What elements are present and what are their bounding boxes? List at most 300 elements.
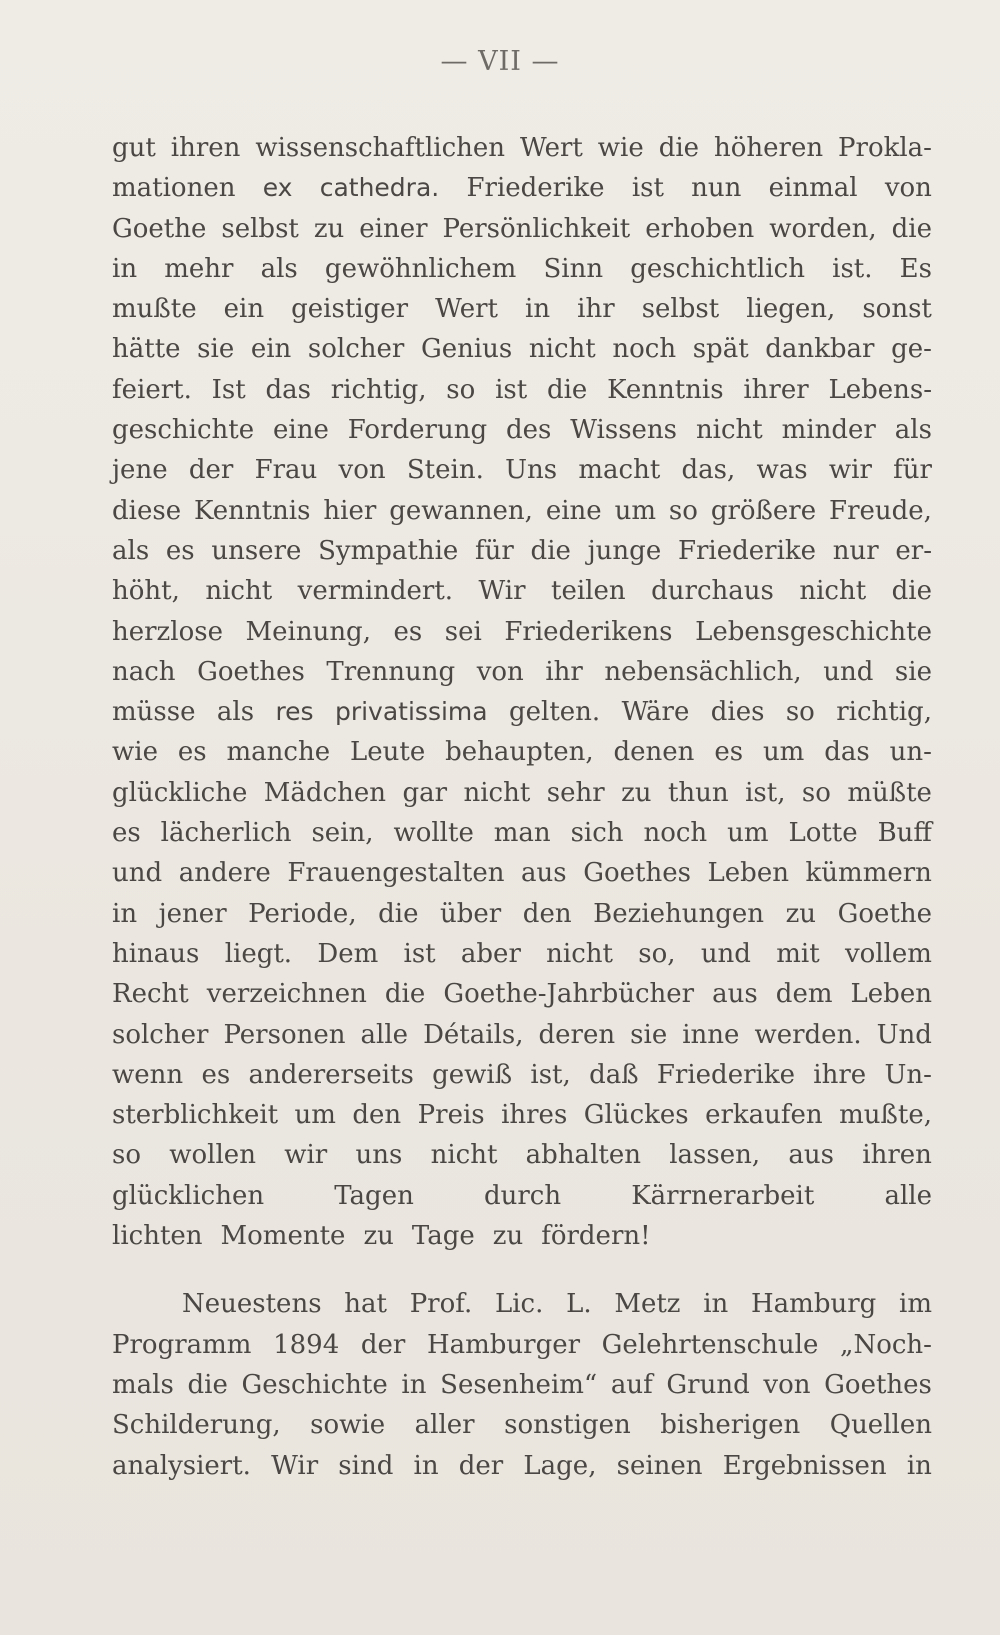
text-line [112, 1325, 932, 1365]
word: den [522, 898, 572, 929]
word: selbst [641, 294, 720, 325]
word: Mädchen [263, 777, 387, 808]
word: zu [785, 898, 817, 929]
word: ist [495, 374, 528, 405]
word: Neuestens [182, 1289, 322, 1320]
word: ihres [501, 1100, 568, 1131]
word: als [112, 535, 150, 566]
word: lichten [112, 1221, 203, 1252]
paragraph-1 [112, 128, 932, 1256]
word: müsse [112, 697, 196, 728]
word: Leben [850, 979, 932, 1010]
word: es [201, 1059, 231, 1090]
word: res [275, 697, 314, 727]
word: erkaufen [705, 1100, 823, 1131]
word: Meinung, [245, 616, 371, 647]
word: von [476, 656, 524, 687]
word: gelten. [508, 697, 601, 728]
word: Kenntnis [607, 374, 724, 405]
paragraph-gap [112, 1256, 932, 1284]
text-line [112, 1365, 932, 1405]
text-line [112, 249, 932, 289]
word: Prokla- [838, 133, 932, 163]
word: Goethes [824, 1369, 932, 1400]
word: hier [323, 495, 377, 526]
text-line [112, 1135, 932, 1175]
text-line [112, 209, 932, 249]
word: Kärrnerarbeit [631, 1180, 815, 1211]
word: Prof. [409, 1289, 473, 1320]
word: liegen, [746, 294, 836, 325]
word: worden, [769, 213, 877, 244]
word: von [884, 173, 932, 204]
word: den [352, 1100, 402, 1131]
word: wie [112, 737, 158, 768]
word: sich [570, 818, 624, 849]
word: thun [667, 777, 729, 808]
word: Friederike [656, 1059, 795, 1090]
word: sie [894, 656, 932, 687]
word: lächerlich [160, 818, 292, 849]
word: die [891, 576, 932, 607]
word: Sympathie [318, 535, 459, 566]
word: mehr [164, 253, 234, 284]
body-text [112, 128, 932, 1486]
word: Dem [317, 938, 379, 969]
word: so [785, 697, 815, 728]
word: zu [492, 1221, 524, 1252]
word: Ist [211, 374, 246, 405]
word: sind [338, 1450, 394, 1481]
word: um [727, 818, 769, 849]
word: geistiger [291, 294, 409, 325]
word: nicht [528, 334, 596, 365]
word: von [763, 1369, 811, 1400]
text-line [112, 1095, 932, 1135]
word: Preis [417, 1100, 485, 1131]
word: Hamburg [751, 1289, 877, 1320]
paragraph-2 [112, 1284, 932, 1485]
word: in [112, 253, 138, 284]
word: Lebens- [828, 374, 932, 405]
word: alle [360, 1019, 409, 1050]
word: fördern! [541, 1221, 651, 1252]
word: es [714, 737, 744, 768]
word: feiert. [112, 374, 192, 405]
word: wissenschaftlichen [255, 133, 506, 163]
word: ihr [577, 294, 615, 325]
word: ist [631, 173, 664, 204]
word: die [658, 133, 700, 163]
word: liegt. [224, 938, 293, 969]
word: sterblichkeit [112, 1100, 279, 1131]
word: nicht [463, 777, 531, 808]
word: un- [889, 737, 932, 768]
word: für [475, 535, 514, 566]
word: für [893, 455, 932, 486]
word: Kenntnis [194, 495, 311, 526]
word: so [668, 495, 698, 526]
word: um [294, 1100, 336, 1131]
word: manche [226, 737, 331, 768]
word: „Noch- [839, 1329, 932, 1360]
word: macht [578, 455, 661, 486]
word: mußte, [839, 1100, 932, 1131]
word: ihrer [743, 374, 809, 405]
word: durch [483, 1180, 562, 1211]
word: behaupten, [445, 737, 594, 768]
word: Grund [666, 1369, 750, 1400]
word: als [216, 697, 255, 728]
word: die [187, 1369, 228, 1400]
word: des [506, 415, 552, 446]
word: Sesenheim“ [440, 1369, 598, 1400]
text-line [112, 1446, 932, 1486]
word: Wir [478, 576, 526, 607]
word: diese [112, 495, 182, 526]
word: um [614, 495, 656, 526]
word: Wir [271, 1450, 319, 1481]
word: die [384, 979, 426, 1010]
word: verzeichnen [206, 979, 367, 1010]
word: einmal [768, 173, 858, 204]
word: Es [899, 253, 932, 284]
word: Goethe [837, 898, 932, 929]
word: es [177, 737, 207, 768]
word: nicht [799, 576, 867, 607]
word: was [756, 455, 808, 486]
word: Gelehrtenschule [601, 1329, 819, 1360]
word: wir [828, 455, 872, 486]
word: ihren [170, 133, 241, 163]
word: ihren [862, 1140, 932, 1171]
word: die [546, 374, 588, 405]
word: sie [630, 1019, 668, 1050]
word: Lic. [494, 1289, 544, 1320]
word: denen [613, 737, 695, 768]
text-line [112, 612, 932, 652]
text-line [112, 289, 932, 329]
word: Goethe-Jahrbücher [443, 979, 695, 1010]
word: Periode, [248, 898, 357, 929]
word: mationen [112, 173, 236, 204]
word: spät [692, 334, 749, 365]
text-line [112, 853, 932, 893]
word: deren [538, 1019, 616, 1050]
text-line [112, 894, 932, 934]
word: wenn [112, 1059, 184, 1090]
text-line [112, 732, 932, 772]
word: Stein. [406, 455, 484, 486]
word: noch [612, 334, 677, 365]
word: kümmern [805, 858, 932, 889]
word: mußte [112, 294, 197, 325]
word: ihr [545, 656, 583, 687]
text-line [112, 692, 932, 732]
word: junge [587, 535, 662, 566]
word: Lebensgeschichte [695, 616, 932, 647]
word: richtig, [836, 697, 932, 728]
word: Programm [112, 1329, 252, 1360]
word: unsere [211, 535, 302, 566]
word: Trennung [326, 656, 456, 687]
word: Sinn [543, 253, 604, 284]
word: ge- [891, 334, 932, 365]
word: nach [112, 656, 176, 687]
word: auf [610, 1369, 653, 1400]
word: es [165, 535, 195, 566]
word: gewannen, [389, 495, 533, 526]
word: andere [178, 858, 271, 889]
word: Tagen [334, 1180, 414, 1211]
word: gar [402, 777, 448, 808]
text-line [112, 571, 932, 611]
word: Leute [349, 737, 426, 768]
word: durchaus [651, 576, 774, 607]
word: hinaus [112, 938, 200, 969]
word: ist, [745, 777, 786, 808]
word: größere [710, 495, 817, 526]
word: sonstigen [504, 1410, 631, 1441]
word: Lage, [523, 1450, 597, 1481]
word: inne [682, 1019, 740, 1050]
word: in [112, 898, 138, 929]
word: ein [223, 294, 265, 325]
page-number: — VII — [440, 46, 560, 77]
word: gut [112, 133, 156, 163]
text-line [112, 531, 932, 571]
word: Persönlichkeit [442, 213, 631, 244]
word: Glückes [583, 1100, 689, 1131]
word: wie [597, 133, 644, 163]
word: im [899, 1289, 932, 1320]
word: das [824, 737, 870, 768]
word: ist. [832, 253, 873, 284]
word: Wert [519, 133, 583, 163]
word: Tage [411, 1221, 475, 1252]
word: glückliche [112, 777, 248, 808]
word: von [338, 455, 386, 486]
word: höht, [112, 576, 180, 607]
text-line [112, 813, 932, 853]
word: als [260, 253, 298, 284]
word: solcher [307, 334, 405, 365]
word: Friederike [677, 535, 817, 566]
word: Hamburger [426, 1329, 581, 1360]
word: L. [566, 1289, 592, 1320]
word: vollem [844, 938, 932, 969]
word: zu [313, 213, 345, 244]
word: so, [638, 938, 676, 969]
word: geschichtlich [630, 253, 805, 284]
word: privatissima [334, 697, 488, 727]
word: höheren [713, 133, 824, 163]
text-line [112, 1284, 932, 1324]
word: wir [284, 1140, 328, 1171]
word: aller [414, 1410, 475, 1441]
word: aus [521, 858, 567, 889]
word: 1894 [273, 1329, 340, 1360]
word: der [360, 1329, 406, 1360]
word: andererseits [248, 1059, 414, 1090]
word: Friederikens [504, 616, 673, 647]
word: zu [621, 777, 652, 808]
word: nicht [430, 1140, 498, 1171]
word: herzlose [112, 616, 223, 647]
text-line [112, 1055, 932, 1095]
word: um [762, 737, 805, 768]
word: es [393, 616, 423, 647]
word: Freude, [829, 495, 932, 526]
word: Quellen [829, 1410, 932, 1441]
word: Wäre [621, 697, 690, 728]
word: der [188, 455, 234, 486]
word: Recht [112, 979, 189, 1010]
word: und [112, 858, 163, 889]
word: so [446, 374, 476, 405]
word: eine [545, 495, 602, 526]
word: sonst [862, 294, 932, 325]
word: Goethes [583, 858, 691, 889]
text-line [112, 974, 932, 1014]
word: sehr [546, 777, 605, 808]
word: Ergebnissen [722, 1450, 887, 1481]
text-line [112, 450, 932, 490]
word: wollte [393, 818, 474, 849]
word: seinen [616, 1450, 703, 1481]
word: Wert [435, 294, 498, 325]
word: Uns [505, 455, 558, 486]
text-line [112, 934, 932, 974]
word: alle [884, 1180, 932, 1211]
word: uns [355, 1140, 403, 1171]
word: nebensächlich, [604, 656, 802, 687]
word: zu [363, 1221, 394, 1252]
word: Frauengestalten [287, 858, 505, 889]
word: sei [444, 616, 482, 647]
word: mit [776, 938, 820, 969]
word: wollen [169, 1140, 256, 1171]
word: dem [775, 979, 833, 1010]
word: mals [112, 1369, 174, 1400]
word: geschichte [112, 415, 255, 446]
text-line [112, 1176, 932, 1216]
word: in [703, 1289, 729, 1320]
word: vermindert. [297, 576, 454, 607]
word: noch [643, 818, 708, 849]
word: dankbar [765, 334, 875, 365]
text-line [112, 1216, 932, 1256]
word: ex [262, 173, 293, 203]
word: Und [876, 1019, 932, 1050]
word: man [493, 818, 551, 849]
word: die [530, 535, 571, 566]
word: Geschichte [241, 1369, 388, 1400]
word: das, [681, 455, 736, 486]
word: Beziehungen [593, 898, 765, 929]
word: Wissens [570, 415, 678, 446]
word: Genius [420, 334, 513, 365]
word: über [440, 898, 502, 929]
word: einer [359, 213, 428, 244]
word: Leben [707, 858, 789, 889]
word: als [894, 415, 932, 446]
word: lassen, [669, 1140, 761, 1171]
word: cathedra. [319, 173, 440, 203]
word: gewöhnlichem [324, 253, 517, 284]
word: jener [158, 898, 227, 929]
word: nun [691, 173, 742, 204]
word: Personen [223, 1019, 346, 1050]
text-line [112, 410, 932, 450]
word: Frau [254, 455, 318, 486]
word: Lotte [788, 818, 858, 849]
word: daß [589, 1059, 639, 1090]
word: Goethe [112, 213, 207, 244]
word: werden. [754, 1019, 862, 1050]
word: die [891, 213, 932, 244]
word: jene [112, 455, 168, 486]
text-line [112, 491, 932, 531]
word: minder [781, 415, 876, 446]
text-line [112, 329, 932, 369]
word: hätte [112, 334, 181, 365]
word: aus [788, 1140, 834, 1171]
word: sie [197, 334, 235, 365]
word: eine [273, 415, 329, 446]
word: dies [710, 697, 765, 728]
word: hat [344, 1289, 387, 1320]
word: in [401, 1369, 427, 1400]
word: das [265, 374, 311, 405]
word: Buff [877, 818, 932, 849]
text-line [112, 652, 932, 692]
word: Un- [884, 1059, 932, 1090]
word: müßte [847, 777, 932, 808]
word: bisherigen [660, 1410, 801, 1441]
word: nicht [205, 576, 273, 607]
word: in [413, 1450, 439, 1481]
word: nicht [695, 415, 763, 446]
word: abhalten [525, 1140, 641, 1171]
word: und [700, 938, 751, 969]
word: teilen [551, 576, 626, 607]
text-line [112, 773, 932, 813]
word: erhoben [645, 213, 755, 244]
word: ihre [813, 1059, 867, 1090]
word: ist, [530, 1059, 571, 1090]
word: in [525, 294, 551, 325]
word: in [906, 1450, 932, 1481]
word: aber [460, 938, 521, 969]
word: aus [712, 979, 758, 1010]
word: sein, [311, 818, 374, 849]
word: Schilderung, [112, 1410, 281, 1441]
word: Détails, [423, 1019, 524, 1050]
word: so [801, 777, 831, 808]
text-line [112, 1015, 932, 1055]
word: selbst [221, 213, 299, 244]
word: der [458, 1450, 504, 1481]
word: Friederike [466, 173, 605, 204]
word: richtig, [330, 374, 427, 405]
word: sowie [310, 1410, 386, 1441]
word: ist [403, 938, 436, 969]
text-line [112, 168, 932, 208]
word: die [378, 898, 419, 929]
word: solcher [112, 1019, 209, 1050]
word: er- [895, 535, 932, 566]
